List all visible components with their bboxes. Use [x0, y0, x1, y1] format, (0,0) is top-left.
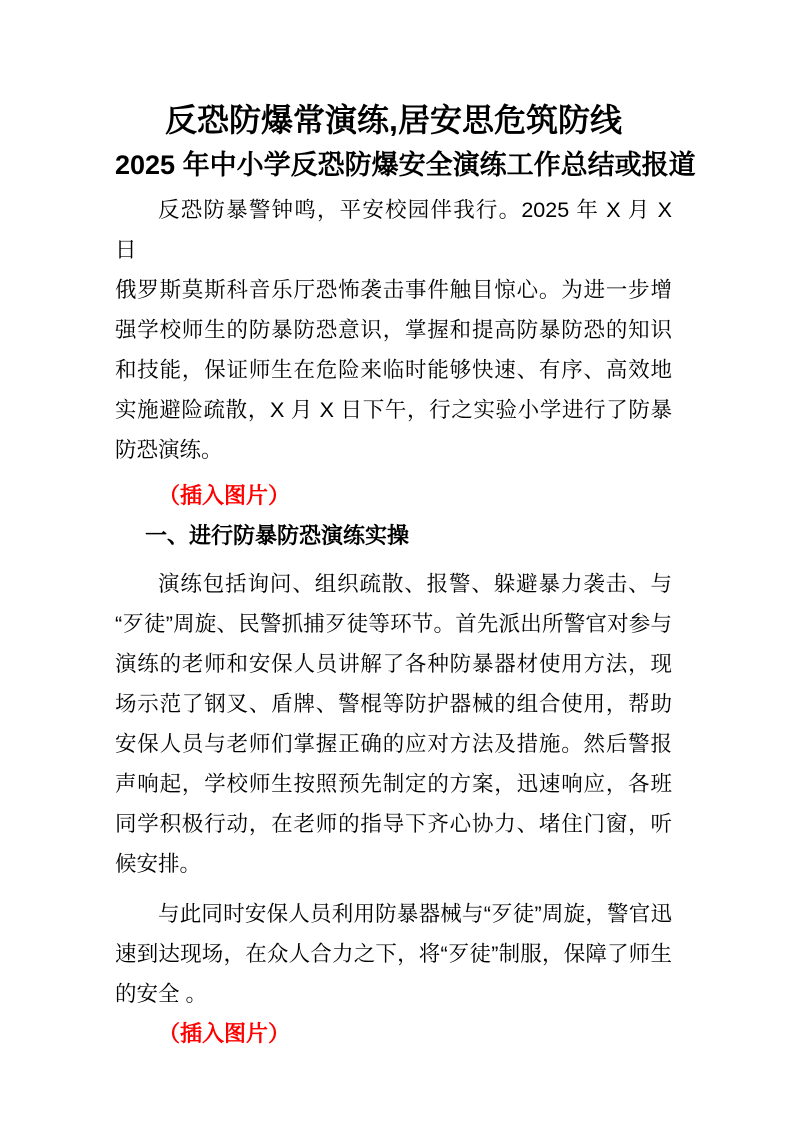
text-line: 和技能，保证师生在危险来临时能够快速、有序、高效地 [115, 358, 672, 382]
text-line: 防恐演练。 [115, 438, 223, 462]
text-line: 反恐防暴警钟鸣，平安校园伴我行。2025 年 X 月 X 日 [115, 198, 672, 262]
text-line: 演练的老师和安保人员讲解了各种防暴器材使用方法，现 [115, 652, 672, 676]
text-line: 声响起，学校师生按照预先制定的方案，迅速响应，各班 [115, 772, 672, 796]
text-line: 演练包括询问、组织疏散、报警、躲避暴力袭击、与 [158, 572, 672, 596]
text-line: 候安排。 [115, 852, 202, 876]
image-placeholder-note-2: （插入图片） [158, 1021, 291, 1046]
document-subtitle: 2025 年中小学反恐防爆安全演练工作总结或报道 [115, 150, 696, 180]
text-line: 安保人员与老师们掌握正确的应对方法及措施。然后警报 [115, 732, 672, 756]
text-line: 同学积极行动，在老师的指导下齐心协力、堵住门窗，听 [115, 812, 672, 836]
text-line: 与此同时安保人员利用防暴器械与“歹徒”周旋，警官迅 [158, 902, 672, 926]
text-line: 实施避险疏散，X 月 X 日下午，行之实验小学进行了防暴 [115, 398, 672, 422]
section-heading-1: 一、进行防暴防恐演练实操 [145, 523, 410, 548]
paragraph-security-response [115, 894, 672, 1014]
text-line: “歹徒”周旋、民警抓捕歹徒等环节。首先派出所警官对参与 [115, 612, 672, 636]
text-line: 的安全 。 [115, 982, 207, 1006]
paragraph-intro [115, 190, 672, 470]
document-title: 反恐防爆常演练,居安思危筑防线 [165, 102, 622, 138]
text-line: 场示范了钢叉、盾牌、警棍等防护器械的组合使用，帮助 [115, 692, 672, 716]
text-line: 速到达现场，在众人合力之下，将“歹徒”制服，保障了师生 [115, 942, 672, 966]
image-placeholder-note-1: （插入图片） [158, 483, 291, 508]
text-line: 俄罗斯莫斯科音乐厅恐怖袭击事件触目惊心。为进一步增 [115, 278, 672, 302]
paragraph-drill-practice [115, 564, 672, 884]
text-line: 强学校师生的防暴防恐意识，掌握和提高防暴防恐的知识 [115, 318, 672, 342]
